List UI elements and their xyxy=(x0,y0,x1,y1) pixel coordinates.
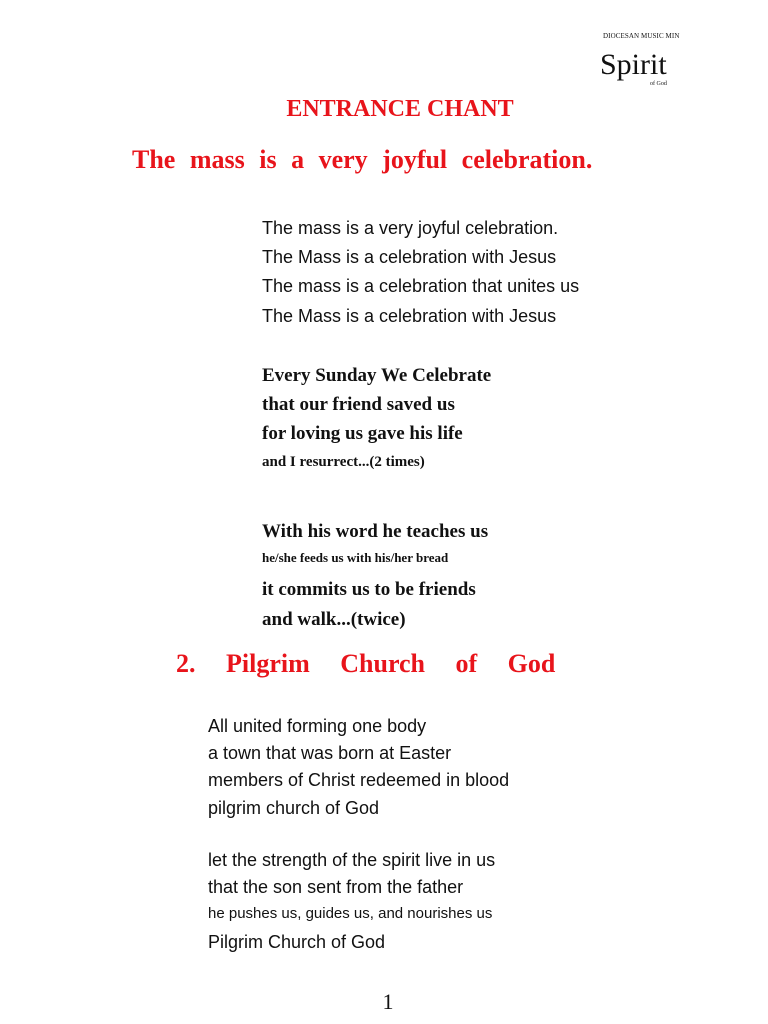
lyric-line: let the strength of the spirit live in us xyxy=(208,850,496,870)
lyric-line: members of Christ redeemed in blood xyxy=(208,770,510,790)
lyric-line: The mass is a very joyful celebration. xyxy=(262,218,559,238)
logo-top-text: DIOCESAN MUSIC MIN xyxy=(603,32,680,40)
lyric-line: pilgrim church of God xyxy=(208,798,380,818)
logo-wordmark: Spirit xyxy=(600,48,667,81)
lyric-line: With his word he teaches us xyxy=(262,521,489,542)
lyric-line: The Mass is a celebration with Jesus xyxy=(262,247,557,267)
lyric-line: and I resurrect...(2 times) xyxy=(262,454,425,470)
lyric-line: it commits us to be friends xyxy=(262,579,476,600)
lyric-line: he/she feeds us with his/her bread xyxy=(262,550,449,565)
logo-subtext: of God xyxy=(650,81,667,87)
lyric-line: All united forming one body xyxy=(208,716,427,736)
lyric-line: Pilgrim Church of God xyxy=(208,932,386,952)
lyric-line: The mass is a celebration that unites us xyxy=(262,276,580,296)
section-heading: 2. Pilgrim Church of God xyxy=(176,649,556,678)
lyric-line: that the son sent from the father xyxy=(208,877,464,897)
page-title: ENTRANCE CHANT xyxy=(286,96,514,122)
song-subtitle: The mass is a very joyful celebration. xyxy=(132,145,593,174)
lyric-line: and walk...(twice) xyxy=(262,609,406,630)
lyric-line: he pushes us, guides us, and nourishes us xyxy=(208,905,493,922)
lyric-line: The Mass is a celebration with Jesus xyxy=(262,306,557,326)
page-number: 1 xyxy=(382,989,394,1014)
lyric-line: a town that was born at Easter xyxy=(208,743,452,763)
lyric-line: for loving us gave his life xyxy=(262,423,463,444)
lyric-line: Every Sunday We Celebrate xyxy=(262,365,492,386)
lyric-line: that our friend saved us xyxy=(262,394,455,415)
